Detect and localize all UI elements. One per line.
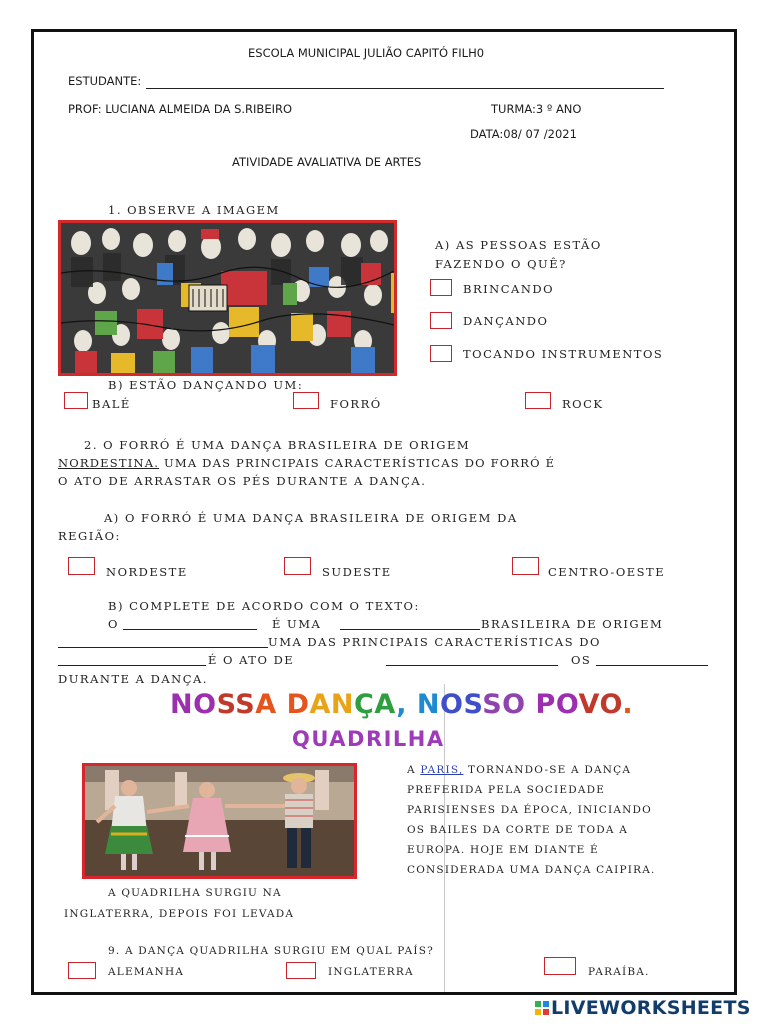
- blank-2[interactable]: [340, 629, 480, 630]
- q2b-line4: DURANTE A DANÇA.: [58, 672, 208, 686]
- q2-line3: O ATO DE ARRASTAR OS PÉS DURANTE A DANÇA.: [58, 474, 427, 488]
- school-name: ESCOLA MUNICIPAL JULIÃO CAPITÓ FILH0: [248, 46, 485, 60]
- checkbox-dancando[interactable]: [430, 312, 452, 329]
- option-centro-oeste: CENTRO-OESTE: [548, 565, 666, 579]
- q2b-line2: UMA DAS PRINCIPAIS CARACTERÍSTICAS DO: [268, 635, 601, 649]
- forro-painting-art: [61, 223, 394, 373]
- option-paraiba: PARAÍBA.: [588, 966, 650, 978]
- worksheet: [31, 29, 737, 995]
- checkbox-forro[interactable]: [293, 392, 319, 409]
- paragraph-line-6: CONSIDERADA UMA DANÇA CAIPIRA.: [407, 864, 656, 876]
- paragraph-line-1: [407, 764, 631, 776]
- q2a-line1: A) O FORRÓ É UMA DANÇA BRASILEIRA DE ORIGEM DA: [104, 511, 518, 525]
- option-inglaterra: INGLATERRA: [328, 966, 414, 978]
- q1a-question-line1: A) AS PESSOAS ESTÃO: [435, 238, 602, 252]
- checkbox-nordeste[interactable]: [68, 557, 95, 575]
- q2-line1: 2. O FORRÓ É UMA DANÇA BRASILEIRA DE ORIGEM: [84, 438, 471, 452]
- liveworksheets-brand-text: LIVEWORKSHEETS: [551, 997, 751, 1019]
- q2b-line1-end: BRASILEIRA DE ORIGEM: [481, 617, 664, 631]
- quadrilha-title: [170, 689, 633, 720]
- q1a-question-line2: FAZENDO O QUÊ?: [435, 257, 567, 271]
- checkbox-inglaterra[interactable]: [286, 962, 316, 979]
- blank-1[interactable]: [123, 629, 257, 630]
- checkbox-bale[interactable]: [64, 392, 88, 409]
- option-sudeste: SUDESTE: [322, 565, 392, 579]
- q2a-line2: REGIÃO:: [58, 529, 121, 543]
- blank-3[interactable]: [58, 647, 268, 648]
- checkbox-paraiba[interactable]: [544, 957, 576, 975]
- quadrilha-photo-art: [85, 766, 354, 876]
- option-alemanha: ALEMANHA: [108, 966, 185, 978]
- activity-title: ATIVIDADE AVALIATIVA DE ARTES: [232, 155, 422, 169]
- q2b-os: OS: [571, 653, 592, 667]
- caption-line-2: INGLATERRA, DEPOIS FOI LEVADA: [64, 908, 295, 920]
- checkbox-rock[interactable]: [525, 392, 551, 409]
- q2-highlight-nordestina: NORDESTINA.: [58, 456, 160, 470]
- forro-painting: [58, 220, 397, 376]
- paragraph-line-2: PREFERIDA PELA SOCIEDADE: [407, 784, 606, 796]
- checkbox-brincando[interactable]: [430, 279, 452, 296]
- para-rest: TORNANDO-SE A DANÇA: [468, 764, 632, 776]
- option-nordeste: NORDESTE: [106, 565, 188, 579]
- q1-heading: 1. OBSERVE A IMAGEM: [108, 203, 280, 217]
- date-label: DATA:08/ 07 /2021: [470, 127, 577, 141]
- q2b-heading: B) COMPLETE DE ACORDO COM O TEXTO:: [108, 599, 420, 613]
- blank-6[interactable]: [596, 665, 708, 666]
- class-label: TURMA:3 º ANO: [491, 102, 582, 116]
- blank-4[interactable]: [58, 665, 206, 666]
- q2-line2-rest: UMA DAS PRINCIPAIS CARACTERÍSTICAS DO FORRÓ É: [159, 456, 556, 470]
- quadrilha-photo: [82, 763, 357, 879]
- option-brincando: BRINCANDO: [463, 282, 555, 296]
- checkbox-alemanha[interactable]: [68, 962, 96, 979]
- paragraph-line-3: PARISIENSES DA ÉPOCA, INICIANDO: [407, 804, 652, 816]
- caption-line-1: A QUADRILHA SURGIU NA: [108, 887, 282, 899]
- para-a: A: [407, 764, 416, 776]
- q2-line2: [58, 456, 555, 470]
- option-bale: BALÉ: [92, 397, 131, 411]
- option-dancando: DANÇANDO: [463, 314, 549, 328]
- option-rock: ROCK: [562, 397, 604, 411]
- option-tocando-instrumentos: TOCANDO INSTRUMENTOS: [463, 347, 664, 361]
- q2b-e-o-ato: É O ATO DE: [208, 653, 295, 667]
- teacher-name: PROF: LUCIANA ALMEIDA DA S.RIBEIRO: [68, 102, 293, 116]
- liveworksheets-logo[interactable]: [535, 997, 751, 1019]
- link-paris[interactable]: PARIS,: [420, 764, 464, 776]
- q9-question: 9. A DANÇA QUADRILHA SURGIU EM QUAL PAÍS?: [108, 945, 434, 957]
- liveworksheets-logo-icon: [535, 998, 549, 1012]
- q2b-e-uma: É UMA: [272, 617, 322, 631]
- checkbox-centro-oeste[interactable]: [512, 557, 539, 575]
- checkbox-tocando[interactable]: [430, 345, 452, 362]
- student-name-line[interactable]: [146, 88, 664, 89]
- paragraph-line-4: OS BAILES DA CORTE DE TODA A: [407, 824, 629, 836]
- quadrilha-title-text: NOSSA DANÇA, NOSSO POVO.: [170, 689, 634, 720]
- student-label: ESTUDANTE:: [68, 74, 142, 88]
- option-forro: FORRÓ: [330, 397, 382, 411]
- paragraph-line-5: EUROPA. HOJE EM DIANTE É: [407, 844, 599, 856]
- blank-5[interactable]: [386, 665, 558, 666]
- quadrilha-subtitle: QUADRILHA: [292, 727, 445, 751]
- checkbox-sudeste[interactable]: [284, 557, 311, 575]
- q2b-o: O: [108, 617, 119, 631]
- q1b-question: B) ESTÃO DANÇANDO UM:: [108, 378, 304, 392]
